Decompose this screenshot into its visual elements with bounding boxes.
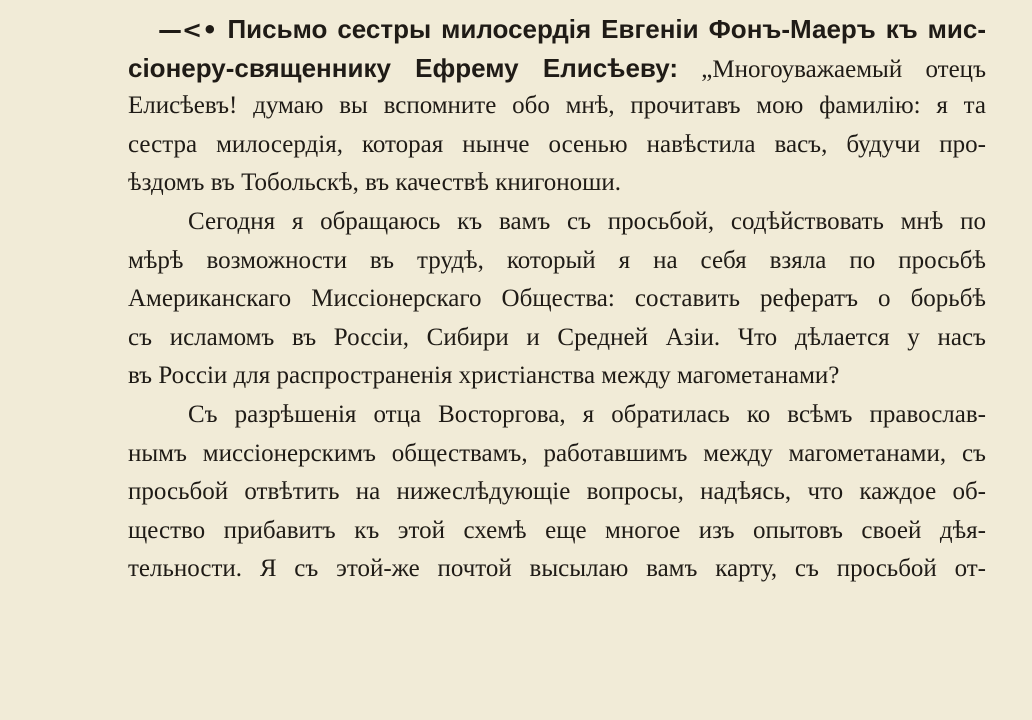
body-line: Американскаго Миссіонерскаго Общества: составить рефератъ о борьбѣ	[128, 285, 986, 313]
letter-text	[128, 10, 986, 589]
body-line: щество прибавитъ къ этой схемѣ еще многое изъ опытовъ своей дѣя-	[128, 516, 986, 544]
body-line: ѣздомъ въ Тобольскѣ, въ качествѣ книгоноши.	[128, 169, 622, 197]
body-line: тельности. Я съ этой-же почтой высылаю вамъ карту, съ просьбой от-	[128, 555, 986, 583]
heading-line-2	[128, 49, 986, 88]
heading-line-1	[128, 10, 986, 49]
body-line: сестра милосердія, которая нынче осенью навѣстила васъ, будучи про-	[128, 130, 986, 158]
heading-text-1: Письмо сестры милосердія Евгеніи Фонъ-Маеръ къ мис-	[227, 14, 986, 44]
body-line: нымъ миссіонерскимъ обществамъ, работавшимъ между магометанами, съ	[128, 439, 986, 467]
body-line: Сегодня я обращаюсь къ вамъ съ просьбой, содѣйствовать мнѣ по	[188, 207, 986, 235]
body-line: Елисѣевъ! думаю вы вспомните обо мнѣ, прочитавъ мою фамилію: я та	[128, 92, 986, 120]
body-line: Съ разрѣшенія отца Восторгова, я обратилась ко всѣмъ православ-	[188, 400, 986, 428]
body-line: просьбой отвѣтить на нижеслѣдующіе вопросы, надѣясь, что каждое об-	[128, 478, 986, 506]
heading-text-2: сіонеру-священнику Ефрему Елисѣеву:	[128, 52, 679, 83]
body-line: мѣрѣ возможности въ трудѣ, который я на себя взяла по просьбѣ	[128, 246, 986, 274]
ornament-icon: —<•	[158, 16, 218, 44]
salutation-start: „Многоуважаемый отецъ	[701, 55, 986, 83]
body-line: съ исламомъ въ Россіи, Сибири и Средней Азіи. Что дѣлается у насъ	[128, 323, 986, 351]
body-line: въ Россіи для распространенія христіанства между магометанами?	[128, 362, 840, 390]
